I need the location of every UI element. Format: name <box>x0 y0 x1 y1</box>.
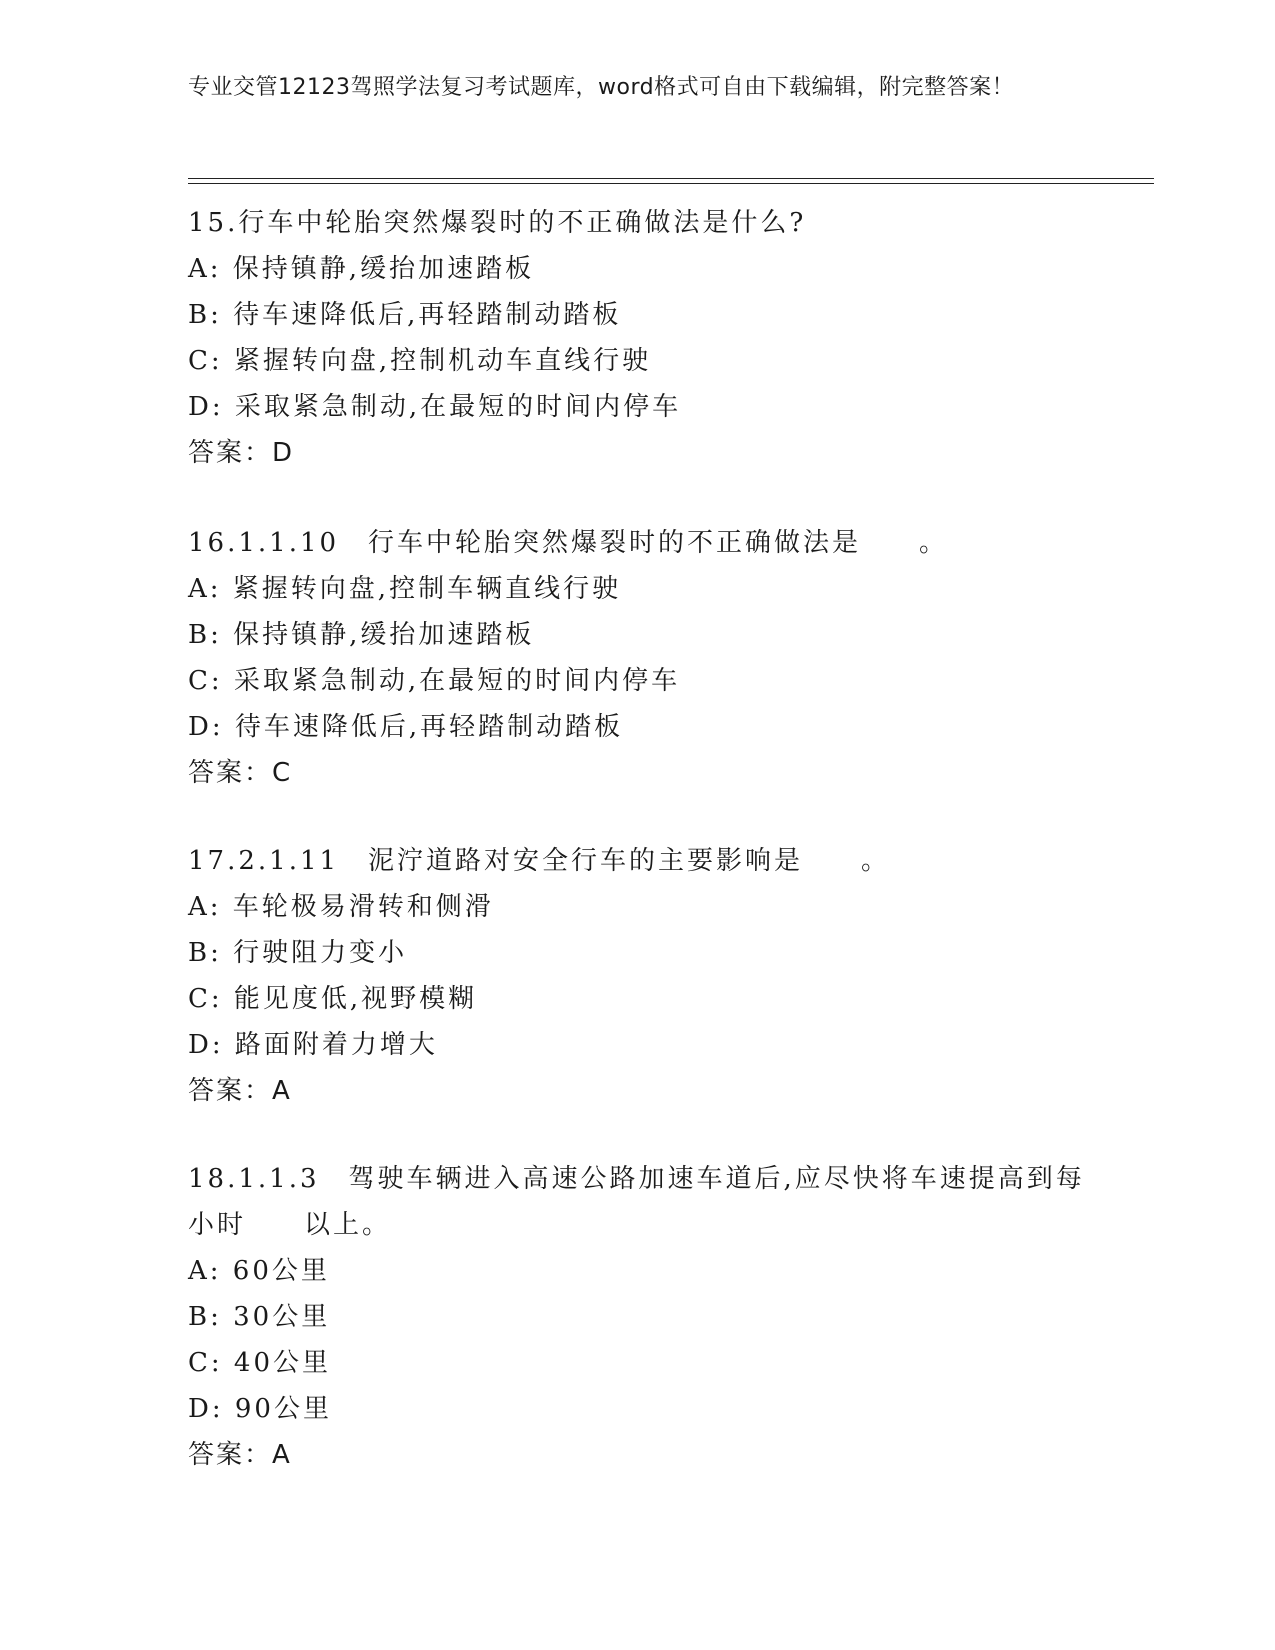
header-divider-top <box>188 178 1154 179</box>
question-text-continued: 小时 以上。 <box>188 1210 392 1240</box>
answer: 答案：D <box>188 438 295 468</box>
answer: 答案：A <box>188 1440 292 1470</box>
document-header <box>188 72 1088 103</box>
option-d: D: 路面附着力增大 <box>188 1030 438 1060</box>
answer: 答案：C <box>188 758 293 788</box>
option-a: A: 60公里 <box>188 1256 330 1286</box>
option-c: C: 紧握转向盘,控制机动车直线行驶 <box>188 346 652 376</box>
header-title: 专业交管12123驾照学法复习考试题库，word格式可自由下载编辑，附完整答案！ <box>188 75 1015 100</box>
question-16 <box>188 520 1088 796</box>
option-b: B: 保持镇静,缓抬加速踏板 <box>188 620 535 650</box>
option-a: A: 车轮极易滑转和侧滑 <box>188 892 494 922</box>
option-c: C: 采取紧急制动,在最短的时间内停车 <box>188 666 681 696</box>
option-a: A: 保持镇静,缓抬加速踏板 <box>188 254 535 284</box>
question-text: 15.行车中轮胎突然爆裂时的不正确做法是什么? <box>188 208 807 238</box>
answer: 答案：A <box>188 1076 292 1106</box>
question-17 <box>188 838 1088 1114</box>
option-d: D: 90公里 <box>188 1394 332 1424</box>
option-a: A: 紧握转向盘,控制车辆直线行驶 <box>188 574 622 604</box>
option-c: C: 能见度低,视野模糊 <box>188 984 478 1014</box>
question-text: 17.2.1.11 泥泞道路对安全行车的主要影响是 。 <box>188 846 891 876</box>
option-b: B: 30公里 <box>188 1302 331 1332</box>
option-b: B: 待车速降低后,再轻踏制动踏板 <box>188 300 622 330</box>
question-15 <box>188 200 1088 476</box>
question-18 <box>188 1156 1088 1478</box>
header-divider-bottom <box>188 183 1154 184</box>
option-c: C: 40公里 <box>188 1348 332 1378</box>
option-b: B: 行驶阻力变小 <box>188 938 408 968</box>
option-d: D: 采取紧急制动,在最短的时间内停车 <box>188 392 682 422</box>
question-text: 18.1.1.3 驾驶车辆进入高速公路加速车道后,应尽快将车速提高到每 <box>188 1164 1085 1194</box>
question-text: 16.1.1.10 行车中轮胎突然爆裂时的不正确做法是 。 <box>188 528 949 558</box>
option-d: D: 待车速降低后,再轻踏制动踏板 <box>188 712 624 742</box>
